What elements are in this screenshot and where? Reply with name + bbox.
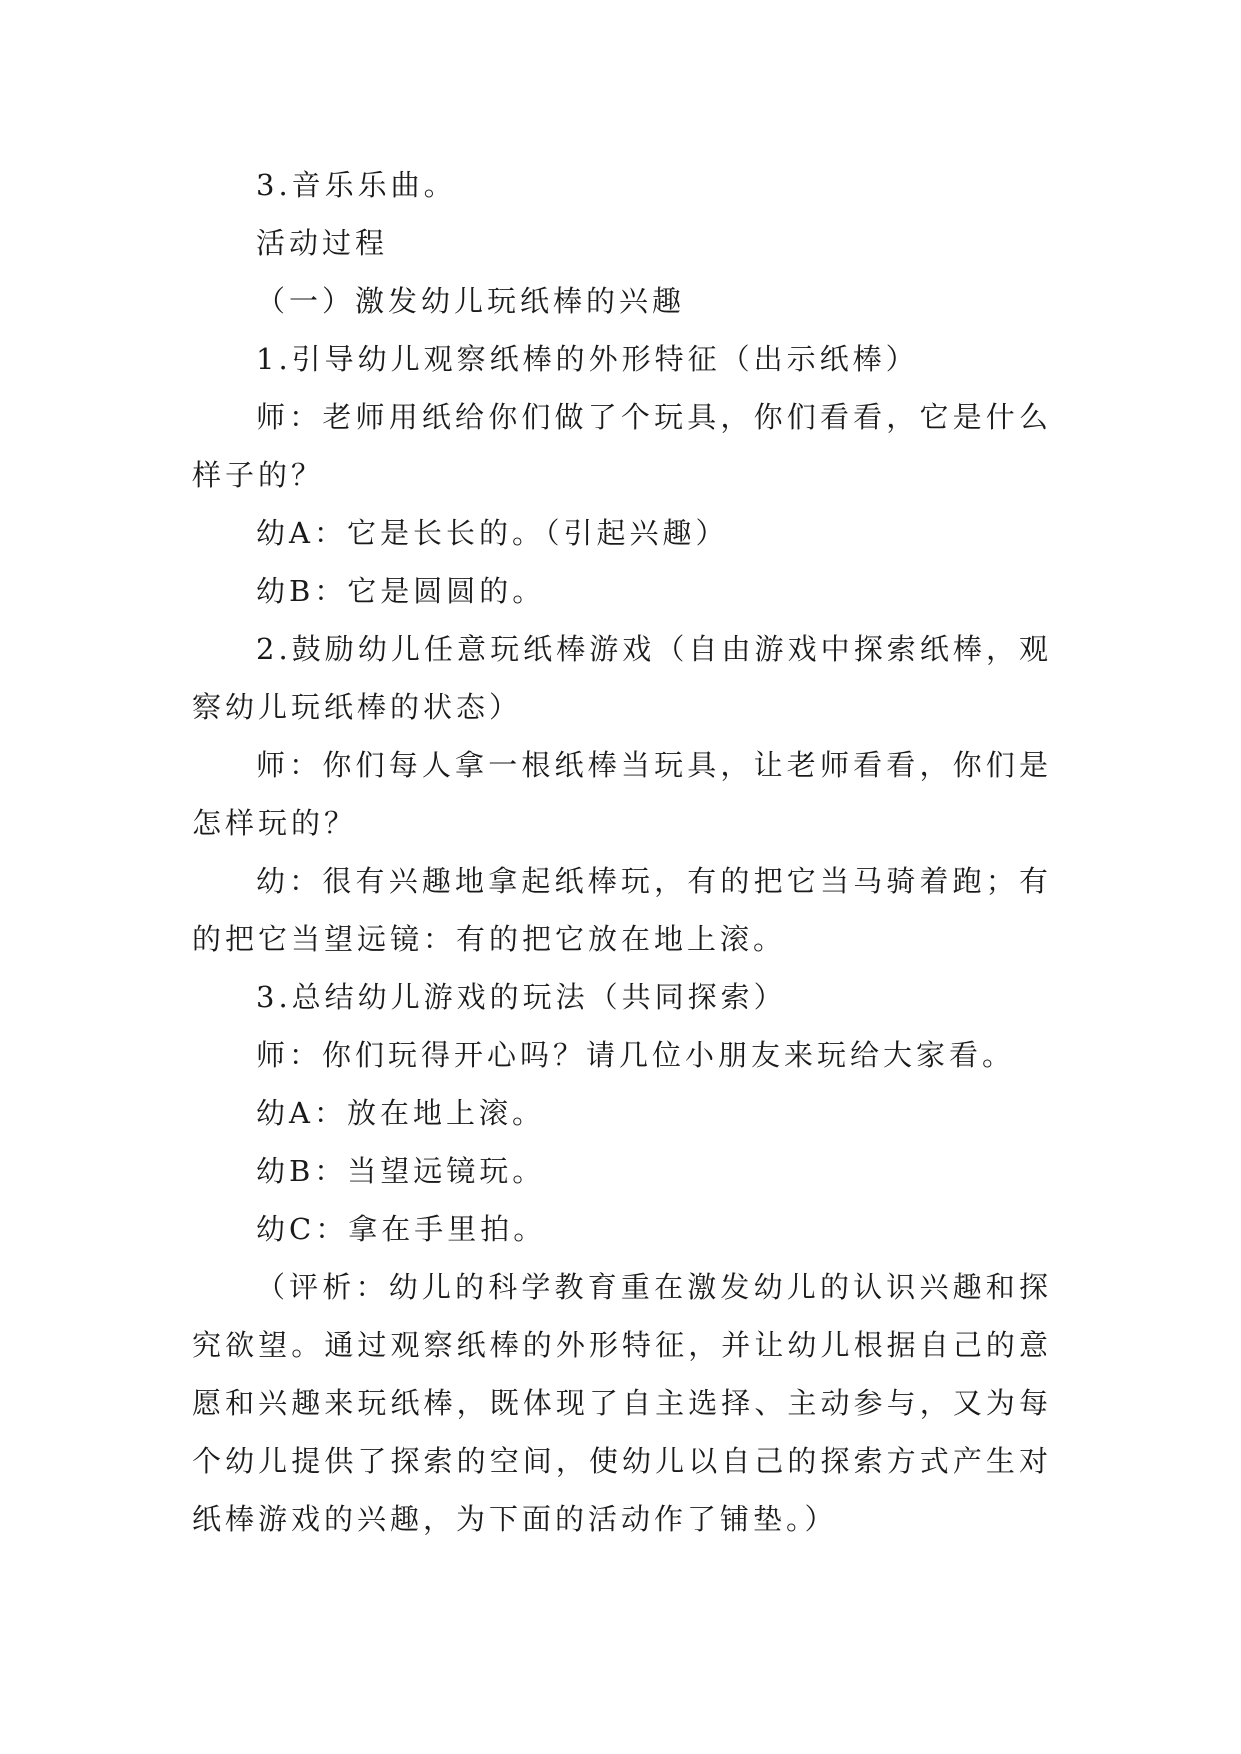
step-1-heading: 1.引导幼儿观察纸棒的外形特征（出示纸棒） xyxy=(256,342,919,376)
child-c-dialogue-3: 幼C：拿在手里拍。 xyxy=(256,1212,547,1246)
subheading-part-1: （一）激发幼儿玩纸棒的兴趣 xyxy=(256,284,686,318)
child-a-dialogue-3: 幼A：放在地上滚。 xyxy=(256,1096,545,1130)
commentary-paragraph: （评析：幼儿的科学教育重在激发幼儿的认识兴趣和探究欲望。通过观察纸棒的外形特征，并让幼儿根据自己的意愿和兴趣来玩纸棒，既体现了自主选择、主动参与，又为每个幼儿提供了探索的空间，使幼儿以自己的探索方式产生对纸棒游戏的兴趣，为下面的活动作了铺垫。） xyxy=(192,1270,1052,1536)
child-dialogue-2: 幼：很有兴趣地拿起纸棒玩，有的把它当马骑着跑；有的把它当望远镜：有的把它放在地上滚。 xyxy=(192,864,1052,956)
list-item-materials-3: 3.音乐乐曲。 xyxy=(256,168,457,202)
teacher-dialogue-1: 师：老师用纸给你们做了个玩具，你们看看，它是什么样子的？ xyxy=(192,400,1052,492)
child-b-dialogue-1: 幼B：它是圆圆的。 xyxy=(256,574,546,608)
child-a-dialogue-1: 幼A：它是长长的。（引起兴趣） xyxy=(256,516,729,550)
child-b-dialogue-3: 幼B：当望远镜玩。 xyxy=(256,1154,546,1188)
section-heading-activity-process: 活动过程 xyxy=(256,226,389,260)
document-body xyxy=(192,156,1052,1548)
teacher-dialogue-3: 师：你们玩得开心吗？请几位小朋友来玩给大家看。 xyxy=(256,1038,1016,1072)
step-3-heading: 3.总结幼儿游戏的玩法（共同探索） xyxy=(256,980,787,1014)
teacher-dialogue-2: 师：你们每人拿一根纸棒当玩具，让老师看看，你们是怎样玩的？ xyxy=(192,748,1052,840)
step-2-heading: 2.鼓励幼儿任意玩纸棒游戏（自由游戏中探索纸棒，观察幼儿玩纸棒的状态） xyxy=(192,632,1052,724)
